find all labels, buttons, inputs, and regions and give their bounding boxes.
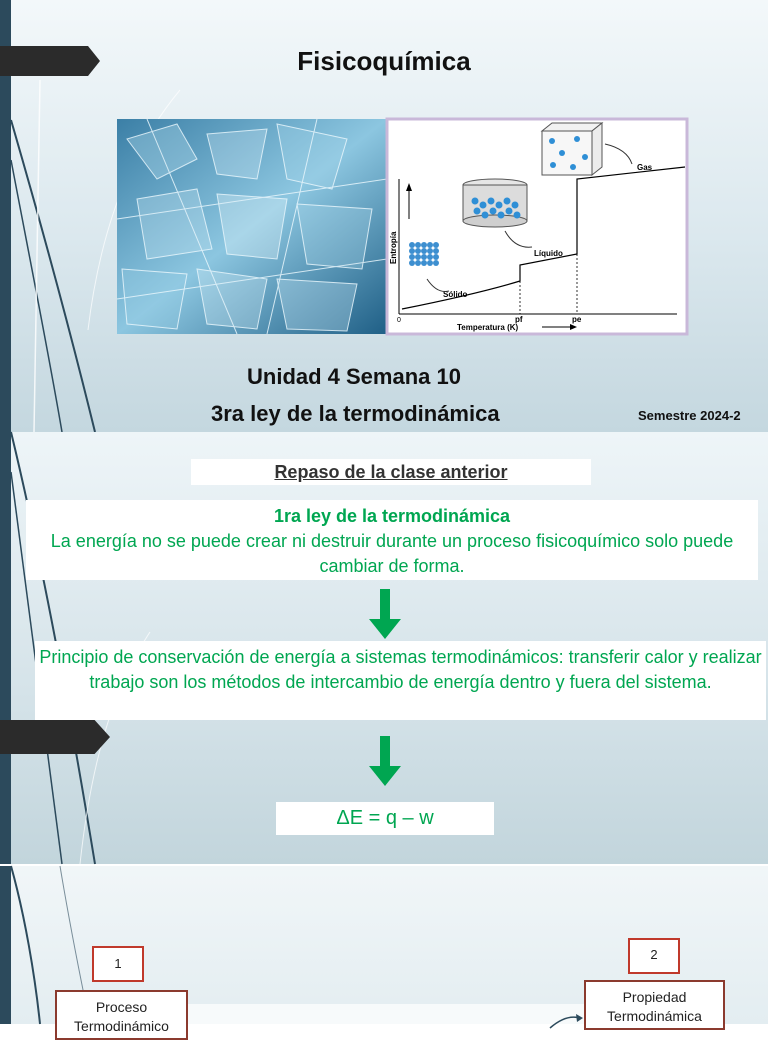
phase-solid-label: Sólido (443, 290, 468, 299)
slide-1 (0, 0, 768, 432)
slide-2 (0, 432, 768, 864)
conservation-principle-box (35, 641, 766, 720)
step-number-1: 1 (92, 946, 144, 982)
x-axis-label: Temperatura (K) (457, 323, 519, 332)
y-axis-label: Entropía (389, 231, 398, 264)
ice-crystals-image (117, 119, 387, 334)
cover-image (117, 119, 687, 334)
review-heading: Repaso de la clase anterior (191, 459, 591, 485)
process-box: Proceso Termodinámico (55, 990, 188, 1040)
down-arrow-icon (368, 589, 402, 639)
origin-label: 0 (397, 317, 401, 324)
entropy-phase-diagram (387, 119, 687, 334)
lesson-title: 3ra ley de la termodinámica (211, 401, 500, 426)
unit-week-label: Unidad 4 Semana 10 (247, 364, 461, 389)
phase-gas-label: Gas (637, 163, 653, 172)
gas-box-icon (542, 123, 602, 175)
slide-3 (0, 866, 768, 1034)
slide-title: Fisicoquímica (297, 46, 471, 76)
left-accent-bar (0, 866, 11, 1024)
tick-pf: pf (515, 315, 523, 324)
first-law-title: 1ra ley de la termodinámica (273, 506, 511, 526)
connector-band (188, 1004, 584, 1032)
phase-liquid-label: Líquido (534, 249, 563, 258)
down-arrow-icon (368, 736, 402, 786)
semester-label: Semestre 2024-2 (638, 408, 741, 423)
liquid-beaker-icon (463, 179, 527, 227)
conservation-text: Principio de conservación de energía a sistemas termodinámicos: transferir calor y realizar trabajo son los métodos de intercambio de energía dentro y fuera del sistema. (39, 647, 762, 692)
step-number-2: 2 (628, 938, 680, 974)
first-law-text: La energía no se puede crear ni destruir durante un proceso fisicoquímico solo puede cambiar de forma. (50, 531, 734, 576)
section-tab-marker (0, 720, 110, 754)
curved-arrow-icon (548, 1010, 584, 1030)
tick-pe: pe (572, 315, 582, 324)
property-box: Propiedad Termodinámica (584, 980, 725, 1030)
first-law-box (26, 500, 758, 580)
energy-equation: ΔE = q – w (276, 802, 494, 835)
left-accent-bar (0, 432, 11, 864)
